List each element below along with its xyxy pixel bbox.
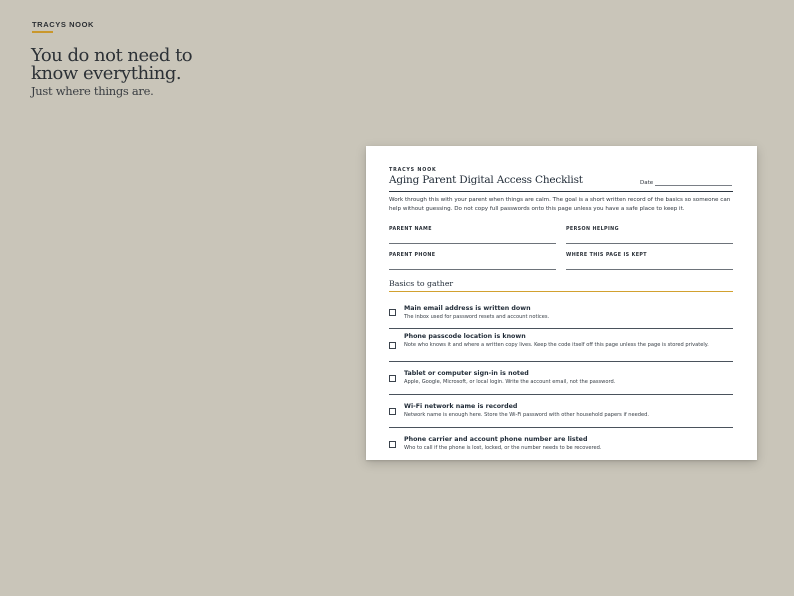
item-title: Main email address is written down [404,305,531,312]
where-kept-label: WHERE THIS PAGE IS KEPT [566,253,647,258]
item-description: Who to call if the phone is lost, locked, or the number needs to be recovered. [404,445,602,451]
item-divider [389,427,733,428]
person-helping-label: PERSON HELPING [566,227,619,232]
parent-phone-line [389,269,556,270]
parent-phone-field[interactable] [389,253,556,258]
item-divider [389,361,733,362]
item-description: Apple, Google, Microsoft, or local login. Write the account email, not the password. [404,379,616,385]
title-divider [389,191,733,192]
parent-name-field[interactable] [389,227,556,232]
item-description: Network name is enough here. Store the Wi-Fi password with other household papers if needed. [404,412,649,418]
checkbox[interactable] [389,408,396,415]
person-helping-line [566,243,733,244]
checkbox[interactable] [389,441,396,448]
hero-headline [31,47,192,83]
checkbox[interactable] [389,342,396,349]
date-label: Date [640,180,654,186]
item-description: The inbox used for password resets and account notices. [404,314,550,320]
checkbox[interactable] [389,309,396,316]
parent-name-label: PARENT NAME [389,227,432,232]
item-title: Phone carrier and account phone number are listed [404,436,588,443]
document-title: Aging Parent Digital Access Checklist [389,174,583,186]
section-title: Basics to gather [389,279,454,288]
checkbox[interactable] [389,375,396,382]
item-title: Tablet or computer sign-in is noted [404,370,529,377]
item-divider [389,328,733,329]
brand-wordmark: TRACYS NOOK [32,20,95,29]
item-divider [389,394,733,395]
hero-headline-line-1: You do not need to [31,45,193,66]
checklist-document [366,146,757,460]
date-field[interactable] [655,185,732,186]
person-helping-field[interactable] [566,227,733,232]
hero-headline-line-2: know everything. [31,63,182,84]
item-title: Wi-Fi network name is recorded [404,403,518,410]
brand-underline [32,31,53,33]
document-intro: Work through this with your parent when things are calm. The goal is a short written record of the basics so someone can help without guessing. Do not copy full passwords onto this page unless you have a safe place to keep it. [389,197,731,212]
item-title: Phone passcode location is known [404,333,526,340]
section-divider [389,291,733,292]
where-kept-line [566,269,733,270]
where-kept-field[interactable] [566,253,733,258]
parent-phone-label: PARENT PHONE [389,253,436,258]
parent-name-line [389,243,556,244]
hero-subtitle: Just where things are. [31,84,154,98]
document-brand: TRACYS NOOK [389,168,437,173]
item-description: Note who knows it and where a written copy lives. Keep the code itself off this page unless the page is stored privately. [404,342,709,348]
